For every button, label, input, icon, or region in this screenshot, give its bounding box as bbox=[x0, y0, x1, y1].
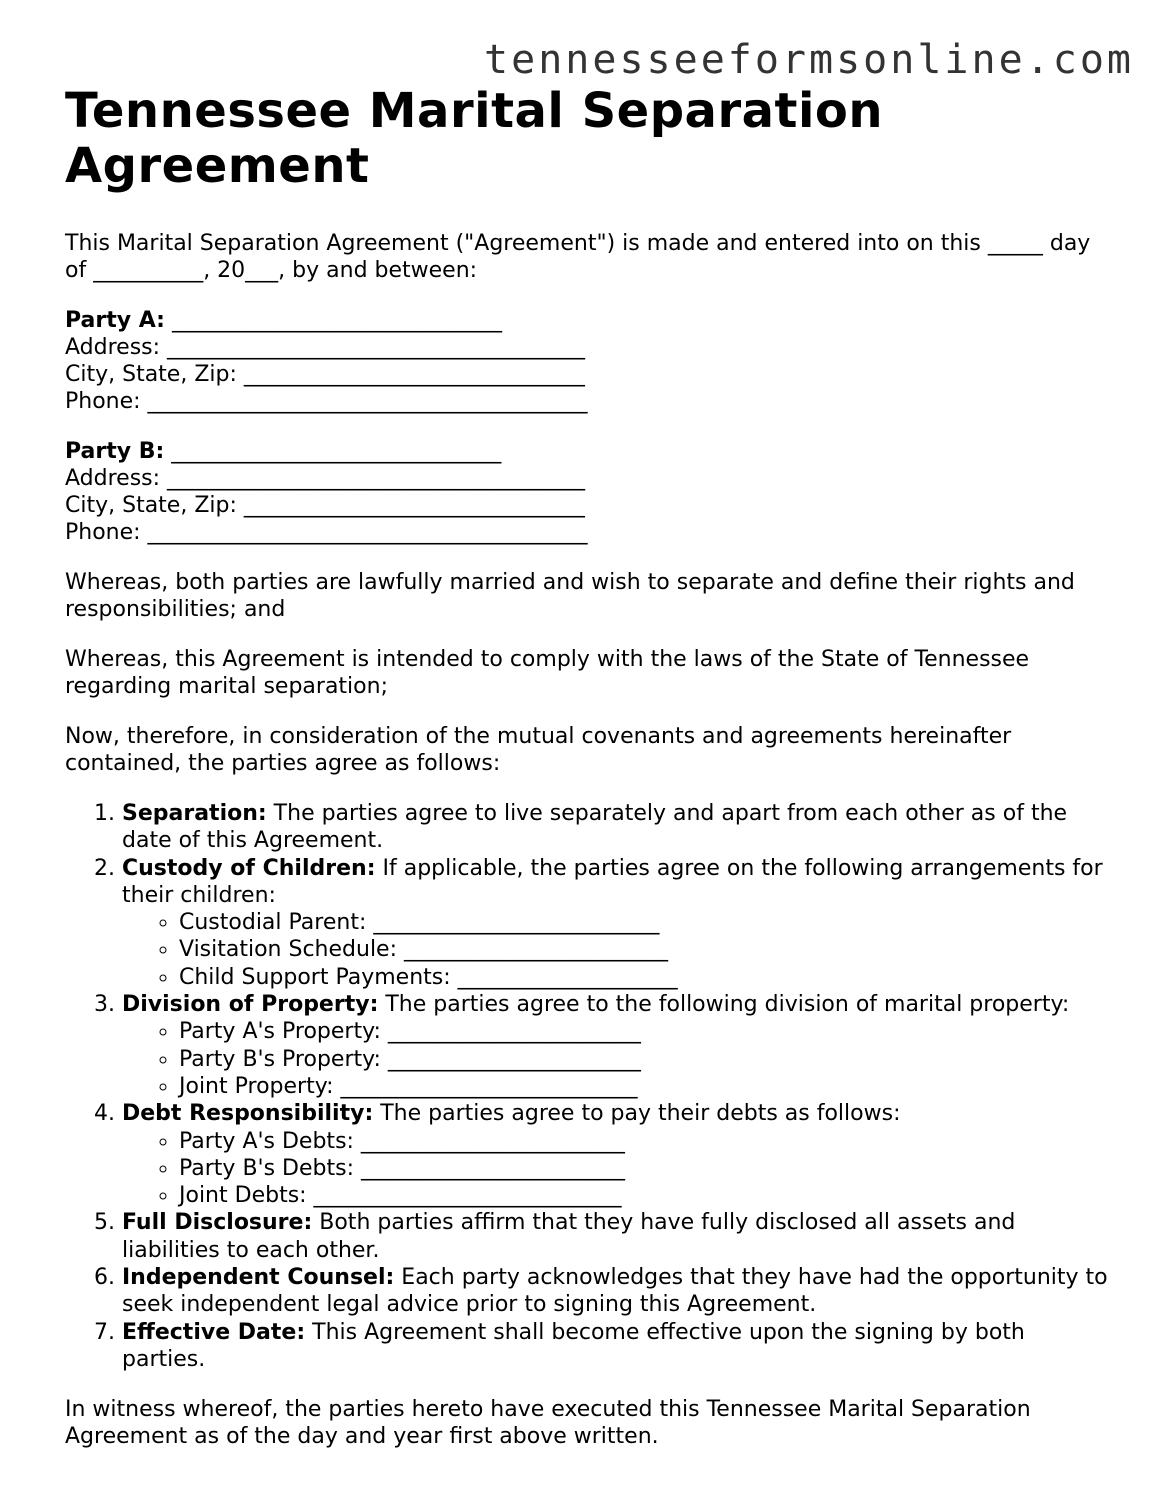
party-b-label: Party B: bbox=[65, 439, 165, 464]
party-a-phone: Phone: ________________________________________ bbox=[65, 389, 588, 414]
party-b-address: Address: ______________________________________ bbox=[65, 466, 586, 491]
term-text: The parties agree to pay their debts as follows: bbox=[373, 1101, 901, 1127]
sub-item-party-a-property: ◦ Party A's Property: _______________________ bbox=[179, 1018, 1115, 1045]
term-text: The parties agree to live separately and apart from each other as of the date of this Agreement. bbox=[122, 801, 1068, 854]
site-watermark: tennesseeformsonline.com bbox=[484, 37, 1134, 83]
party-b-block bbox=[65, 438, 1115, 546]
sub-item-joint-property: ◦ Joint Property: ___________________________ bbox=[179, 1073, 1115, 1100]
party-b-name-blank: ______________________________ bbox=[164, 439, 502, 464]
party-a-name-blank: ______________________________ bbox=[164, 308, 502, 333]
terms-list bbox=[65, 800, 1115, 1373]
term-title: Division of Property: bbox=[122, 992, 379, 1018]
term-sublist bbox=[122, 1018, 1115, 1100]
term-item bbox=[122, 800, 1115, 855]
term-title: Separation: bbox=[122, 801, 267, 826]
party-a-city: City, State, Zip: _______________________________ bbox=[65, 362, 585, 387]
now-therefore-paragraph: Now, therefore, in consideration of the mutual covenants and agreements hereinafter contained, the parties agree as follows: bbox=[65, 724, 1012, 776]
term-item bbox=[122, 1100, 1115, 1209]
term-title: Effective Date: bbox=[122, 1319, 306, 1345]
sub-item-child-support: ◦ Child Support Payments: ____________________ bbox=[179, 964, 1115, 991]
party-a-label: Party A: bbox=[65, 308, 165, 333]
term-title: Independent Counsel: bbox=[122, 1265, 395, 1291]
closing-paragraph: In witness whereof, the parties hereto have executed this Tennessee Marital Separation Agreement as of the day and year first above written. bbox=[65, 1397, 1031, 1450]
term-text: This Agreement shall become effective upon the signing by both parties. bbox=[122, 1319, 1025, 1372]
document-page bbox=[65, 84, 1115, 1473]
document-title: Tennessee Marital Separation Agreement bbox=[65, 83, 884, 194]
sub-item-party-b-debts: ◦ Party B's Debts: ________________________ bbox=[179, 1155, 1115, 1182]
sub-item-party-a-debts: ◦ Party A's Debts: ________________________ bbox=[179, 1128, 1115, 1155]
term-title: Full Disclosure: bbox=[122, 1210, 313, 1236]
party-b-phone: Phone: ________________________________________ bbox=[65, 520, 588, 545]
term-text: If applicable, the parties agree on the following arrangements for their children: bbox=[122, 855, 1103, 908]
term-text: Each party acknowledges that they have had the opportunity to seek independent legal advice prior to signing this Agreement. bbox=[122, 1265, 1108, 1318]
intro-paragraph: This Marital Separation Agreement ("Agreement") is made and entered into on this _____ day of __________, 20___, by and between: bbox=[65, 231, 1091, 283]
term-item bbox=[122, 855, 1115, 991]
term-item bbox=[122, 1264, 1115, 1319]
party-a-address: Address: ______________________________________ bbox=[65, 335, 586, 360]
term-sublist bbox=[122, 909, 1115, 991]
party-a-block bbox=[65, 307, 1115, 415]
term-item bbox=[122, 1209, 1115, 1264]
whereas-paragraph-2: Whereas, this Agreement is intended to comply with the laws of the State of Tennessee regarding marital separation; bbox=[65, 647, 1030, 699]
whereas-paragraph-1: Whereas, both parties are lawfully married and wish to separate and define their rights and responsibilities; and bbox=[65, 570, 1075, 622]
sub-item-custodial-parent: ◦ Custodial Parent: __________________________ bbox=[179, 909, 1115, 936]
term-text: The parties agree to the following division of marital property: bbox=[378, 992, 1070, 1018]
term-title: Debt Responsibility: bbox=[122, 1101, 374, 1127]
sub-item-visitation-schedule: ◦ Visitation Schedule: ________________________ bbox=[179, 936, 1115, 963]
party-b-city: City, State, Zip: _______________________________ bbox=[65, 493, 585, 518]
term-item bbox=[122, 1319, 1115, 1374]
term-title: Custody of Children: bbox=[122, 855, 376, 881]
term-sublist bbox=[122, 1128, 1115, 1210]
sub-item-party-b-property: ◦ Party B's Property: _______________________ bbox=[179, 1046, 1115, 1073]
sub-item-joint-debts: ◦ Joint Debts: ____________________________ bbox=[179, 1182, 1115, 1209]
term-item bbox=[122, 991, 1115, 1100]
term-text: Both parties affirm that they have fully disclosed all assets and liabilities to each other. bbox=[122, 1210, 1016, 1263]
